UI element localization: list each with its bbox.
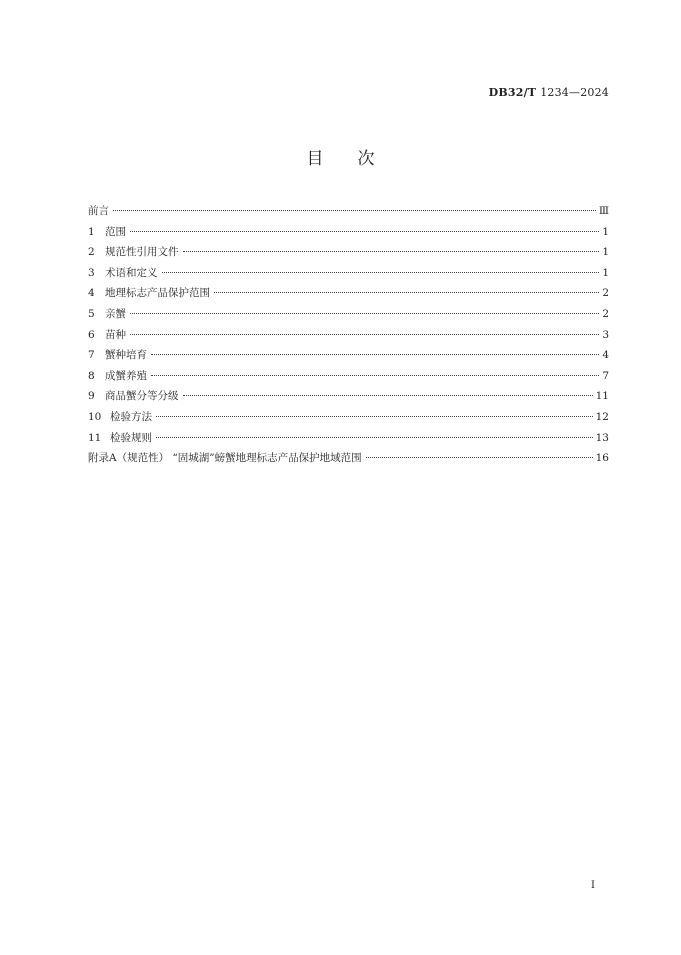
toc-entry[interactable]	[88, 263, 609, 284]
toc-dot-leader	[151, 353, 599, 355]
toc-dot-leader	[156, 415, 593, 417]
toc-dot-leader	[162, 271, 600, 273]
toc-dot-leader	[214, 291, 599, 293]
toc-entry[interactable]	[88, 325, 609, 346]
toc-entry-label: 范围	[105, 225, 126, 238]
toc-entry[interactable]	[88, 428, 609, 449]
toc-entry-number: 8	[88, 369, 95, 382]
toc-entry-label: 商品蟹分等分级	[105, 390, 179, 403]
standard-code	[489, 86, 609, 99]
toc-dot-leader	[156, 436, 593, 438]
toc-entry-label: 蟹种培育	[105, 349, 147, 362]
toc-dot-leader	[130, 312, 599, 314]
toc-entry-page: 13	[595, 431, 609, 444]
table-of-contents	[88, 201, 609, 469]
standard-code-number: 1234—2024	[540, 86, 609, 99]
toc-dot-leader	[130, 333, 599, 335]
toc-entry-page: 3	[602, 328, 609, 341]
toc-entry-label: 亲蟹	[105, 307, 126, 320]
toc-entry-page: 1	[602, 266, 609, 279]
toc-entry-label: 前言	[88, 205, 109, 217]
toc-entry-page: 11	[595, 390, 609, 403]
toc-entry-page: 2	[602, 307, 609, 320]
toc-entry[interactable]	[88, 345, 609, 366]
toc-entry-number: 7	[88, 349, 95, 362]
toc-entry[interactable]	[88, 201, 609, 222]
toc-entry-label: 术语和定义	[105, 266, 158, 279]
toc-entry-number: 5	[88, 307, 95, 320]
toc-entry-page: 1	[602, 246, 609, 259]
toc-entry-number: 1	[88, 225, 95, 238]
toc-dot-leader	[183, 250, 600, 252]
page-number: I	[591, 880, 595, 891]
toc-dot-leader	[366, 456, 593, 458]
toc-entry-number: 2	[88, 246, 95, 259]
toc-dot-leader	[130, 230, 599, 232]
toc-entry-number: 9	[88, 390, 95, 403]
page-title: 目次	[306, 149, 409, 169]
toc-entry-label: 地理标志产品保护范围	[105, 287, 210, 300]
toc-entry-number: 10	[88, 410, 102, 423]
toc-entry-number: 11	[88, 431, 102, 444]
toc-entry-page: 4	[602, 349, 609, 362]
toc-entry[interactable]	[88, 366, 609, 387]
toc-dot-leader	[183, 394, 593, 396]
toc-entry-label: 检验规则	[110, 431, 152, 444]
toc-entry[interactable]	[88, 283, 609, 304]
toc-entry[interactable]	[88, 407, 609, 428]
standard-code-prefix: DB32/T	[488, 86, 537, 99]
toc-entry-number: 4	[88, 287, 95, 300]
toc-entry[interactable]	[88, 304, 609, 325]
toc-dot-leader	[151, 374, 599, 376]
toc-entry-label: 成蟹养殖	[105, 369, 147, 382]
toc-entry-page: 16	[595, 452, 609, 465]
toc-entry-page: 1	[602, 225, 609, 238]
toc-entry[interactable]	[88, 242, 609, 263]
toc-entry-number: 3	[88, 266, 95, 279]
toc-entry-label: 规范性引用文件	[105, 246, 179, 259]
toc-entry-page: 2	[602, 287, 609, 300]
toc-entry[interactable]	[88, 386, 609, 407]
toc-entry-label: 检验方法	[110, 410, 152, 423]
toc-entry-page: 12	[595, 410, 609, 423]
toc-entry-page: 7	[602, 369, 609, 382]
toc-entry-page: Ⅲ	[598, 205, 609, 217]
toc-entry[interactable]	[88, 448, 609, 469]
toc-entry[interactable]	[88, 222, 609, 243]
toc-entry-label: 苗种	[105, 328, 126, 341]
toc-dot-leader	[113, 209, 596, 211]
toc-entry-number: 6	[88, 328, 95, 341]
toc-entry-label: 附录A（规范性） “固城湖”螃蟹地理标志产品保护地域范围	[88, 452, 362, 465]
